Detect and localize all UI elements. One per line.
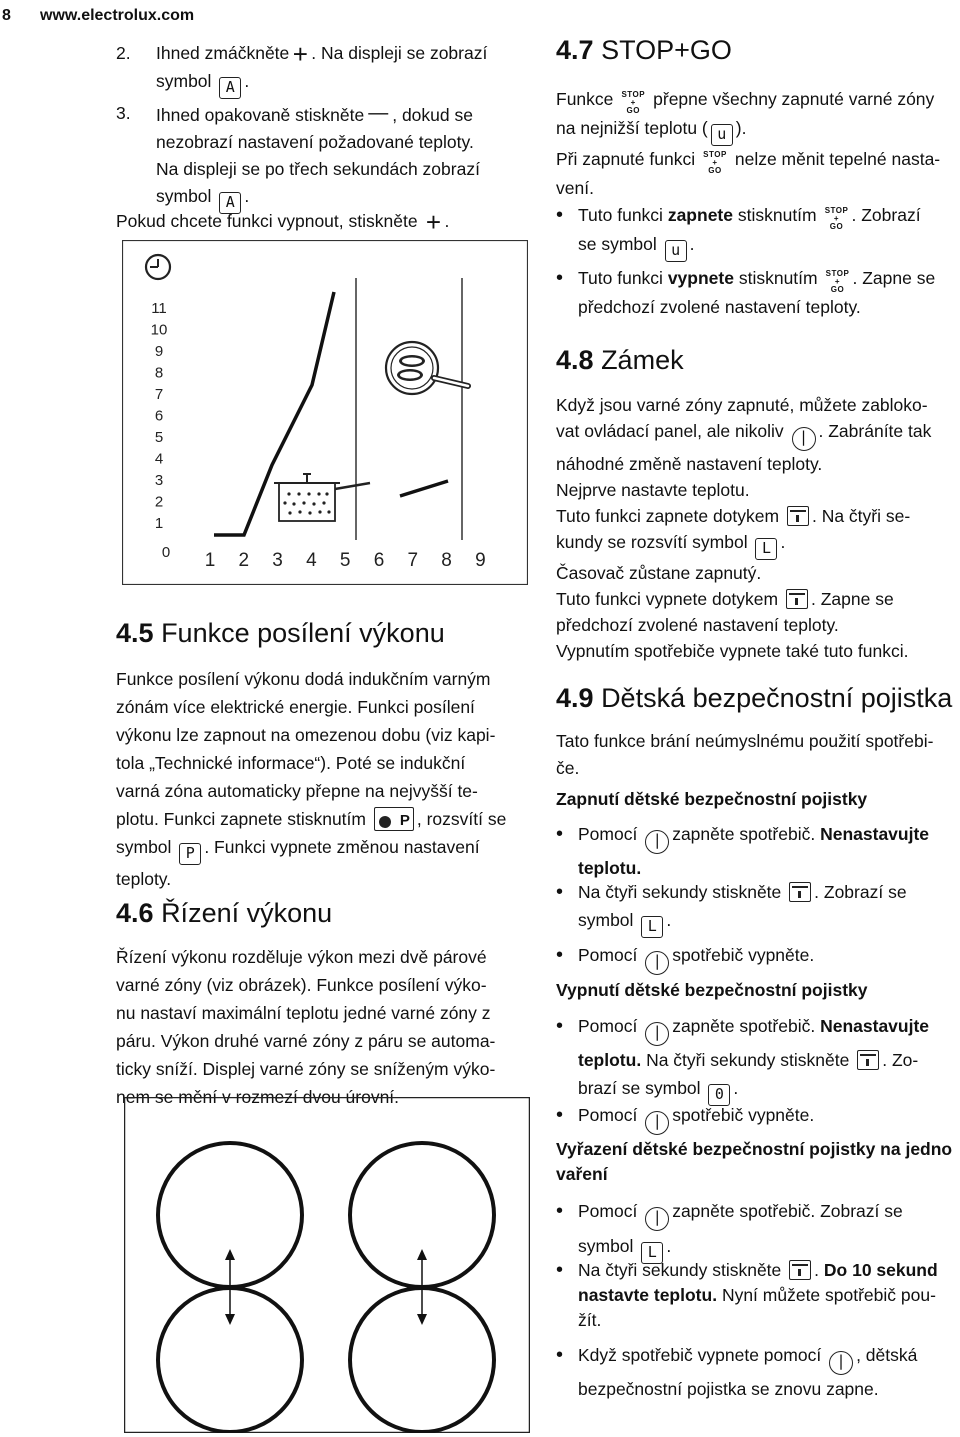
clock-icon — [146, 255, 170, 279]
section-4-7-heading: 4.7 STOP+GO — [556, 35, 732, 65]
section-4-6-heading: 4.6 Řízení výkonu — [116, 898, 333, 928]
lock-key-icon — [789, 1260, 811, 1280]
y-tick-label: 9 — [154, 343, 164, 360]
symbol-u-icon: u — [665, 240, 687, 262]
symbol-0-icon: 0 — [708, 1084, 730, 1106]
symbol-l-icon: L — [755, 538, 777, 560]
y-tick-label: 5 — [154, 429, 164, 446]
x-tick-label: 5 — [339, 550, 351, 571]
bullet: • — [556, 1200, 564, 1222]
symbol-p-icon: P — [179, 843, 201, 865]
disable-step-1: • Pomocí | zapněte spotřebič. Nenastavujte teplotu. Na čtyři sekundy stiskněte . Zo- brazí se symbol 0 . — [578, 1012, 958, 1106]
y-tick-label: 6 — [154, 407, 164, 425]
stop-go-icon: STOP + GO — [825, 269, 850, 294]
y-tick-label: 3 — [154, 472, 164, 489]
y-axis-ticks — [151, 300, 171, 561]
x-tick-label: 1 — [204, 550, 216, 571]
lock-key-icon — [857, 1050, 879, 1070]
pan-icon — [386, 342, 468, 394]
stop-go-icon: STOP + GO — [621, 90, 646, 115]
symbol-l-icon: L — [641, 916, 663, 938]
y-tick-label: 10 — [150, 321, 168, 339]
section-4-6-body: Řízení výkonu rozděluje výkon mezi dvě párové varné zóny (viz obrázek). Funkce posílení výko- nu nastaví maximální teplotu jedné varné zóny z páru. Výkon druhé varné zóny z páru se automa- ticky sníží. Displej varné zóny se sníženým výko- nem se mění v rozmezí dvou úrovní. — [116, 947, 496, 1107]
step-2: 2. Ihned zmáčkněte + . Na displeji se zobrazí symbol A . — [116, 40, 516, 99]
bullet: • — [556, 823, 564, 845]
stop-go-bullet-on: • Tuto funkci zapnete stisknutím STOP + GO. Zobrazí se symbol u . — [578, 202, 958, 262]
x-axis-ticks — [205, 550, 486, 571]
reduced-power-curve — [400, 481, 448, 496]
symbol-u-icon: u — [711, 124, 733, 146]
x-tick-label: 9 — [475, 550, 486, 571]
plus-icon: + — [425, 207, 442, 237]
y-tick-label: 7 — [154, 386, 164, 403]
power-icon: | — [645, 1022, 669, 1046]
subheading-enable: Zapnutí dětské bezpečnostní pojistky — [556, 789, 868, 809]
step-number: 3. — [116, 103, 131, 123]
section-4-5-body: Funkce posílení výkonu dodá indukčním varným zónám více elektrické energie. Funkci posílení výkonu lze zapnout na omezenou dobu (viz kapi- tola „Technické informace“). Poté se indukční varná zóna automaticky přepne na nejvyšší te- plotu. Funkci zapnete stisknutím P , rozsvítí se symbol P . Funkci vypnete změnou nastavení teploty. — [116, 665, 536, 893]
bullet: • — [556, 1015, 564, 1037]
disable-step-2: • Pomocí | spotřebič vypněte. — [578, 1102, 958, 1135]
x-tick-label: 4 — [306, 550, 317, 571]
y-tick-label: 2 — [154, 493, 164, 511]
power-boost-figure — [122, 240, 528, 585]
enable-step-1: • Pomocí | zapněte spotřebič. Nenastavujte teplotu. — [578, 820, 958, 882]
y-tick-label: 1 — [154, 515, 164, 532]
y-tick-label: 0 — [161, 544, 171, 561]
bullet: • — [556, 1259, 564, 1281]
plus-icon: + — [292, 39, 308, 69]
section-4-5-heading: 4.5 Funkce posílení výkonu — [116, 618, 445, 648]
x-tick-label: 3 — [272, 550, 283, 571]
step-number: 2. — [116, 43, 131, 63]
section-4-8-body: Když jsou varné zóny zapnuté, můžete zabloko- vat ovládací panel, ale nikoliv | . Zabráníte tak náhodné změně nastavení teploty. Nejprve nastavte teplotu. Tuto funkci zapnete dotykem . Na čtyři se- kundy se rozsvítí symbol L . Časovač zůstane zapnutý. Tuto funkci vypnete dotykem . Zapne se předchozí zvolené nastavení teploty. Vypnutím spotřebiče vypnete také tuto funkci. — [556, 395, 932, 661]
lock-key-icon — [786, 589, 808, 609]
subheading-disable: Vypnutí dětské bezpečnostní pojistky — [556, 980, 868, 1000]
power-icon: | — [645, 830, 669, 854]
switch-off-note: Pokud chcete funkci vypnout, stiskněte + . — [116, 207, 450, 237]
stop-go-icon: STOP + GO — [703, 150, 727, 175]
power-icon: | — [829, 1351, 853, 1375]
site-url: www.electrolux.com — [40, 7, 195, 24]
stop-go-bullet-off: • Tuto funkci vypnete stisknutím STOP + GO. Zapne se předchozí zvolené nastavení teploty. — [556, 267, 936, 317]
override-step-1: • Pomocí | zapněte spotřebič. Zobrazí se symbol L . — [578, 1196, 958, 1264]
override-step-3: • Když spotřebič vypnete pomocí | , dětská bezpečnostní pojistka se znovu zapne. — [578, 1341, 958, 1403]
symbol-l-icon: L — [641, 1242, 663, 1264]
symbol-a-icon: A — [219, 192, 241, 214]
x-tick-label: 7 — [407, 550, 419, 571]
power-boost-key-icon — [374, 807, 414, 831]
enable-step-2: • Na čtyři sekundy stiskněte . Zobrazí se symbol L . — [578, 878, 958, 938]
minus-icon: — — [368, 102, 389, 124]
power-icon: | — [645, 951, 669, 975]
bullet: • — [556, 1344, 564, 1366]
step-3: 3. Ihned opakovaně stiskněte — , dokud se nezobrazí nastavení požadované teploty. Na displeji se po třech sekundách zobrazí symbol A . — [116, 100, 516, 214]
subheading-override: Vyřazení dětské bezpečnostní pojistky na jedno vaření — [556, 1139, 953, 1184]
lock-key-icon — [787, 506, 809, 526]
bullet: • — [556, 944, 564, 966]
x-tick-label: 8 — [441, 550, 452, 571]
bullet: • — [556, 267, 564, 289]
bullet: • — [556, 204, 564, 226]
lock-key-icon — [789, 882, 811, 902]
power-icon: | — [645, 1207, 669, 1231]
page-number: 8 — [2, 7, 11, 24]
cooking-zones-figure — [124, 1097, 530, 1433]
enable-step-3: • Pomocí | spotřebič vypněte. — [578, 942, 958, 975]
section-4-9-intro: Tato funkce brání neúmyslnému použití spotřebi- če. — [556, 731, 934, 778]
section-4-7-body: Funkce STOP + GO přepne všechny zapnuté varné zóny na nejnižší teplotu ( u ). Při zapnuté funkci STOP + GO nelze měnit tepelné nasta- vení. — [556, 89, 941, 198]
section-4-8-heading: 4.8 Zámek — [556, 345, 684, 375]
power-icon: | — [645, 1111, 669, 1135]
bullet: • — [556, 881, 564, 903]
bullet: • — [556, 1104, 564, 1126]
power-icon: | — [792, 427, 816, 451]
x-tick-label: 6 — [373, 550, 385, 571]
y-tick-label: 11 — [151, 300, 167, 317]
stop-go-icon: STOP + GO — [824, 206, 849, 231]
symbol-a-icon: A — [219, 77, 241, 99]
override-step-2: • Na čtyři sekundy stiskněte . Do 10 sekund nastavte teplotu. Nyní můžete spotřebič pou- žít. — [556, 1259, 938, 1330]
section-4-9-heading: 4.9 Dětská bezpečnostní pojistka — [556, 683, 953, 713]
x-tick-label: 2 — [238, 550, 250, 571]
y-tick-label: 4 — [154, 450, 164, 468]
y-tick-label: 8 — [154, 364, 164, 382]
